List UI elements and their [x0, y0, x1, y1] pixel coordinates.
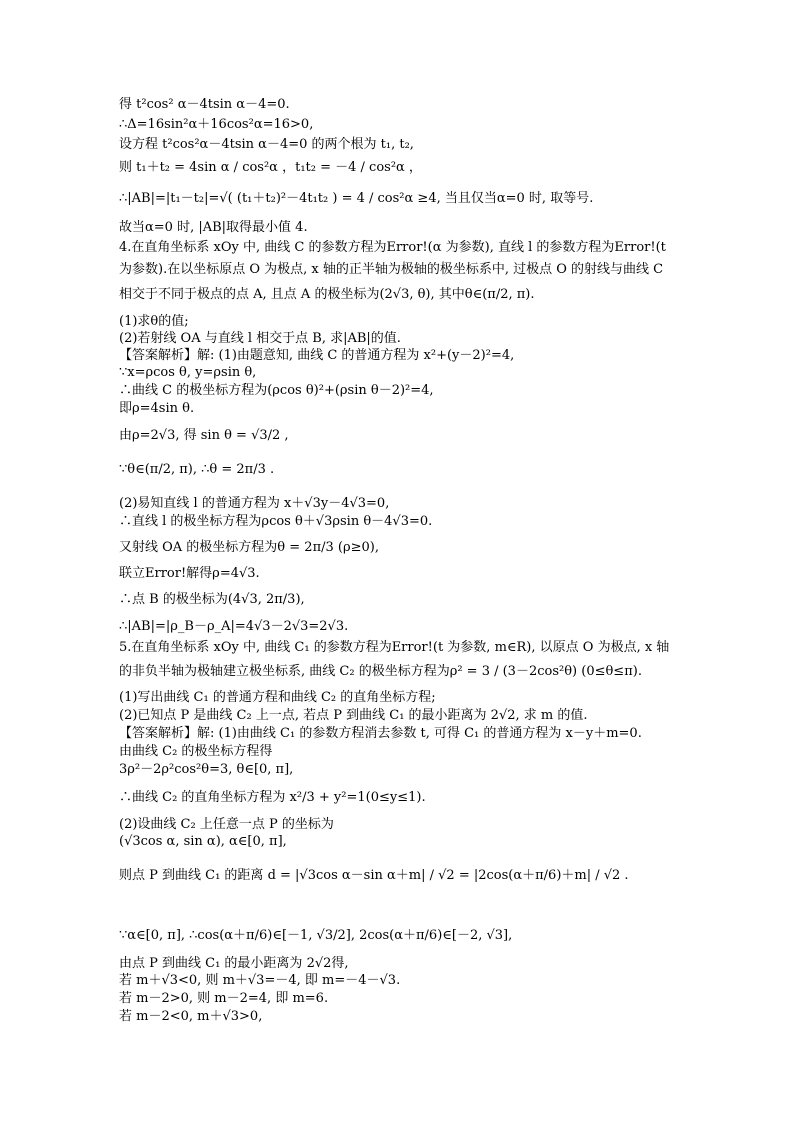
text-line: ∵α∈[0, π], ∴cos(α＋π/6)∈[－1, √3/2], 2cos(α＋π/6)∈[－2, √3], [119, 928, 513, 943]
text-line: 由ρ=2√3, 得 sin θ = √3/2 , [119, 428, 289, 443]
text-line: 即ρ=4sin θ. [119, 401, 195, 416]
text-line: 由曲线 C₂ 的极坐标方程得 [119, 744, 273, 759]
problem-4-line: 为参数).在以坐标原点 O 为极点, x 轴的正半轴为极轴的极坐标系中, 过极点 O 的射线与曲线 C [119, 262, 664, 277]
text-line: ∴|AB|=|t₁－t₂|=√( (t₁＋t₂)²－4t₁t₂ ) = 4 / cos²α ≥4, 当且仅当α=0 时, 取等号. [119, 191, 594, 206]
text-line: 又射线 OA 的极坐标方程为θ = 2π/3 (ρ≥0), [119, 540, 379, 555]
text-line: 联立Error!解得ρ=4√3. [119, 566, 260, 581]
text-line: 由点 P 到曲线 C₁ 的最小距离为 2√2得, [119, 956, 349, 971]
text-line: 3ρ²－2ρ²cos²θ=3, θ∈[0, π], [119, 762, 294, 777]
text-line: 若 m＋√3<0, 则 m＋√3=－4, 即 m=－4－√3. [119, 973, 401, 988]
question-1: (1)求θ的值; [119, 314, 189, 329]
text-line: 若 m－2<0, m＋√3>0, [119, 1009, 263, 1024]
text-line: ∴点 B 的极坐标为(4√3, 2π/3), [119, 592, 305, 607]
problem-4-line: 相交于不同于极点的点 A, 且点 A 的极坐标为(2√3, θ), 其中θ∈(π/2, π). [119, 287, 535, 302]
text-line: (2)易知直线 l 的普通方程为 x＋√3y－4√3=0, [119, 496, 390, 511]
answer-heading: 【答案解析】解: (1)由曲线 C₁ 的参数方程消去参数 t, 可得 C₁ 的普通方程为 x－y＋m=0. [119, 726, 642, 741]
text-line: (√3cos α, sin α), α∈[0, π], [119, 834, 287, 849]
text-line: 则点 P 到曲线 C₁ 的距离 d = |√3cos α－sin α＋m| / √2 = |2cos(α＋π/6)＋m| / √2 . [119, 868, 629, 883]
text-line: 得 t²cos² α－4tsin α－4=0. [119, 97, 290, 112]
question-2: (2)已知点 P 是曲线 C₂ 上一点, 若点 P 到曲线 C₁ 的最小距离为 2√2, 求 m 的值. [119, 708, 588, 723]
problem-5-line: 的非负半轴为极轴建立极坐标系, 曲线 C₂ 的极坐标方程为ρ² = 3 / (3－2cos²θ) (0≤θ≤π). [119, 664, 642, 679]
text-line: ∴曲线 C 的极坐标方程为(ρcos θ)²+(ρsin θ－2)²=4, [119, 383, 434, 398]
text-line: 则 t₁＋t₂ = 4sin α / cos²α ，t₁t₂ = －4 / cos²α ， [119, 160, 422, 175]
text-line: ∴曲线 C₂ 的直角坐标方程为 x²/3 + y²=1(0≤y≤1). [119, 790, 426, 805]
text-line: 故当α=0 时, |AB|取得最小值 4. [119, 220, 308, 235]
text-line: ∵θ∈(π/2, π), ∴θ = 2π/3 . [119, 462, 275, 477]
answer-heading: 【答案解析】解: (1)由题意知, 曲线 C 的普通方程为 x²+(y－2)²=4, [119, 348, 515, 363]
question-2: (2)若射线 OA 与直线 l 相交于点 B, 求|AB|的值. [119, 331, 401, 346]
text-line: ∴|AB|=|ρ_B－ρ_A|=4√3－2√3=2√3. [119, 619, 349, 634]
question-1: (1)写出曲线 C₁ 的普通方程和曲线 C₂ 的直角坐标方程; [119, 690, 436, 705]
text-line: 若 m－2>0, 则 m－2=4, 即 m=6. [119, 991, 329, 1006]
problem-4-line: 4.在直角坐标系 xOy 中, 曲线 C 的参数方程为Error!(α 为参数), 直线 l 的参数方程为Error!(t [119, 240, 666, 255]
text-line: 设方程 t²cos²α－4tsin α－4=0 的两个根为 t₁, t₂, [119, 137, 414, 152]
text-line: ∵x=ρcos θ, y=ρsin θ, [119, 365, 257, 380]
text-line: ∴直线 l 的极坐标方程为ρcos θ＋√3ρsin θ－4√3=0. [119, 514, 433, 529]
text-line: ∴Δ=16sin²α＋16cos²α=16>0, [119, 117, 314, 132]
text-line: (2)设曲线 C₂ 上任意一点 P 的坐标为 [119, 817, 334, 832]
problem-5-line: 5.在直角坐标系 xOy 中, 曲线 C₁ 的参数方程为Error!(t 为参数, m∈R), 以原点 O 为极点, x 轴 [119, 640, 670, 655]
